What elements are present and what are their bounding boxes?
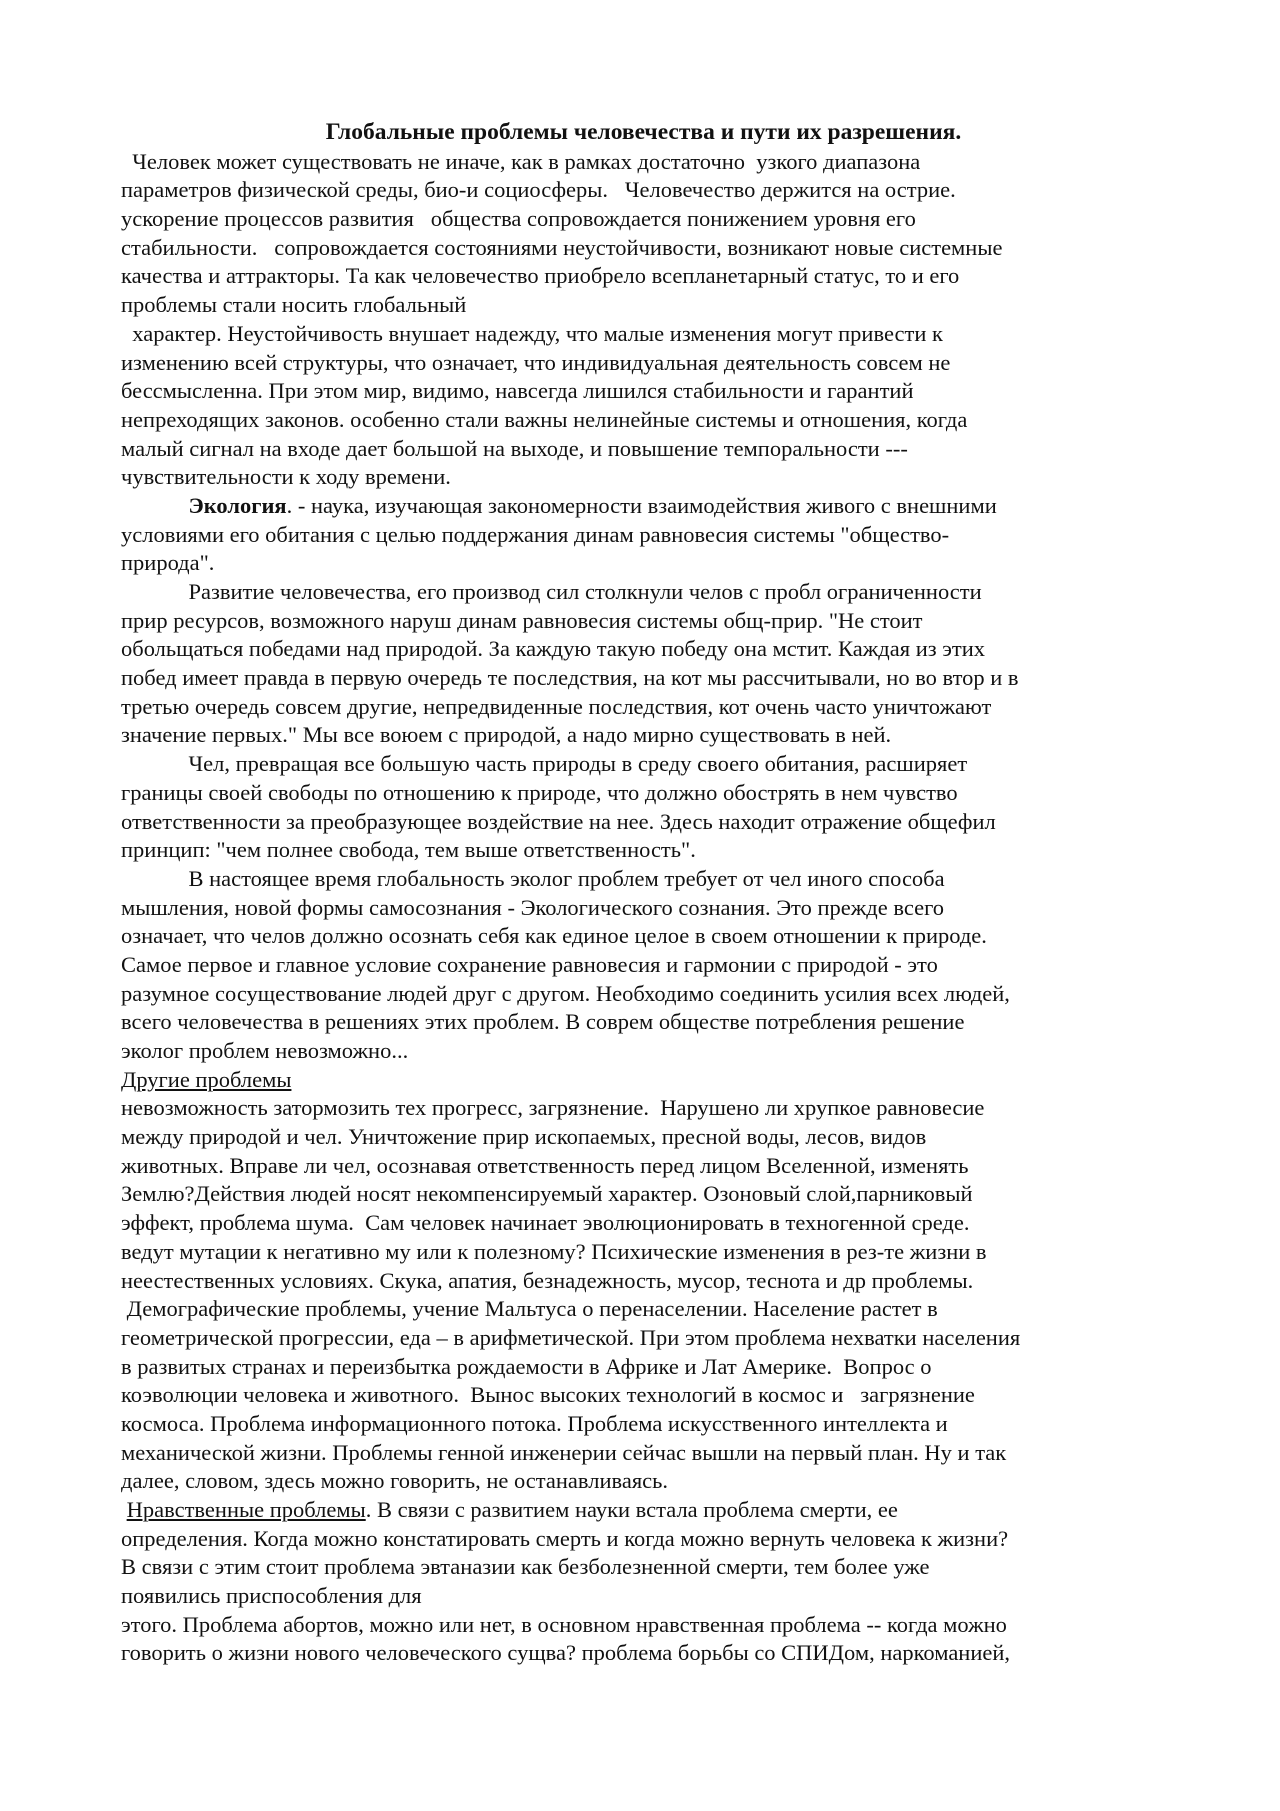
moral-problems-first-line <box>121 1496 1166 1525</box>
text-line: невозможность затормозить тех прогресс, загрязнение. Нарушено ли хрупкое равновесие <box>121 1095 985 1121</box>
text-line: проблемы стали носить глобальный <box>121 292 467 318</box>
text-line: характер. Неустойчивость внушает надежду, что малые изменения могут привести к <box>121 320 943 346</box>
text-line: параметров физической среды, био-и социосферы. Человечество держится на острие. <box>121 177 956 203</box>
ecology-definition: . - наука, изучающая закономерности взаимодействия живого с внешними <box>286 492 997 518</box>
text-line: В связи с этим стоит проблема эвтаназии как безболезненной смерти, тем более уже <box>121 1554 930 1580</box>
text-line: животных. Вправе ли чел, осознавая ответственность перед лицом Вселенной, изменять <box>121 1152 969 1178</box>
text-line: природа". <box>121 550 215 576</box>
text-line: малый сигнал на входе дает большой на выходе, и повышение темпоральности --- <box>121 435 908 461</box>
text-line: геометрической прогрессии, еда – в арифметической. При этом проблема нехватки населения <box>121 1324 1021 1350</box>
text-line: границы своей свободы по отношению к природе, что должно обострять в нем чувство <box>121 779 958 805</box>
other-problems-heading-line <box>121 1066 1166 1095</box>
text-line: означает, что челов должно осознать себя как единое целое в своем отношении к природе. <box>121 923 987 949</box>
intro-paragraph <box>121 148 1166 492</box>
text-line: мышления, новой формы самосознания - Экологического сознания. Это прежде всего <box>121 894 945 920</box>
moral-problems-paragraphs <box>121 1525 1166 1668</box>
text-line: бессмысленна. При этом мир, видимо, навсегда лишился стабильности и гарантий <box>121 378 914 404</box>
text-line: в развитых странах и переизбытка рождаемости в Африке и Лат Америке. Вопрос о <box>121 1353 932 1379</box>
ecology-term: Экология <box>188 492 287 518</box>
text-line: механической жизни. Проблемы генной инженерии сейчас вышли на первый план. Ну и так <box>121 1439 1007 1465</box>
text-line: разумное сосуществование людей друг с другом. Необходимо соединить усилия всех людей, <box>121 980 1010 1006</box>
ecology-paragraphs <box>121 521 1166 1066</box>
text-line: эффект, проблема шума. Сам человек начинает эволюционировать в техногенной среде. <box>121 1210 970 1236</box>
text-line: определения. Когда можно констатировать смерть и когда можно вернуть человека к жизни? <box>121 1525 1009 1551</box>
text-line: условиями его обитания с целью поддержания динам равновесия системы "общество- <box>121 521 950 547</box>
text-line: коэволюции человека и животного. Вынос высоких технологий в космос и загрязнение <box>121 1382 975 1408</box>
moral-problems-heading: Нравственные проблемы <box>126 1497 366 1523</box>
text-line: непреходящих законов. особенно стали важны нелинейные системы и отношения, когда <box>121 406 968 432</box>
document-page <box>121 118 1166 1668</box>
other-problems-paragraphs <box>121 1094 1166 1496</box>
text-line: чувствительности к ходу времени. <box>121 464 451 490</box>
ecology-paragraph-first-line <box>121 492 1166 521</box>
text-line: третью очередь совсем другие, непредвиденные последствия, кот очень часто уничтожают <box>121 693 992 719</box>
text-line: Демографические проблемы, учение Мальтуса о перенаселении. Население растет в <box>121 1296 938 1322</box>
text-line: прир ресурсов, возможного наруш динам равновесия системы общ-прир. "Не стоит <box>121 607 923 633</box>
text-line: говорить о жизни нового человеческого сущва? проблема борьбы со СПИДом, наркоманией, <box>121 1640 1011 1666</box>
text-line: космоса. Проблема информационного потока. Проблема искусственного интеллекта и <box>121 1410 948 1436</box>
text-line: изменению всей структуры, что означает, что индивидуальная деятельность совсем не <box>121 349 951 375</box>
text-line: ведут мутации к негативно му или к полезному? Психические изменения в рез-те жизни в <box>121 1238 987 1264</box>
text-line: неестественных условиях. Скука, апатия, безнадежность, мусор, теснота и др проблемы. <box>121 1267 974 1293</box>
text-line: этого. Проблема абортов, можно или нет, в основном нравственная проблема -- когда можно <box>121 1611 1007 1637</box>
document-title: Глобальные проблемы человечества и пути их разрешения. <box>325 119 962 145</box>
text-line: побед имеет правда в первую очередь те последствия, на кот мы рассчитывали, но во втор и в <box>121 665 1019 691</box>
text-line: далее, словом, здесь можно говорить, не останавливаясь. <box>121 1468 669 1494</box>
text-line: появились приспособления для <box>121 1583 422 1609</box>
text-line: ускорение процессов развития общества сопровождается понижением уровня его <box>121 206 916 232</box>
moral-problems-text: . В связи с развитием науки встала проблема смерти, ее <box>365 1497 898 1523</box>
text-line: Чел, превращая все большую часть природы в среду своего обитания, расширяет <box>121 751 968 777</box>
text-line: Человек может существовать не иначе, как в рамках достаточно узкого диапазона <box>121 148 921 174</box>
text-line: Развитие человечества, его производ сил столкнули челов с пробл ограниченности <box>121 579 982 605</box>
text-line: принцип: "чем полнее свобода, тем выше ответственность". <box>121 837 696 863</box>
text-line: ответственности за преобразующее воздействие на нее. Здесь находит отражение общефил <box>121 808 996 834</box>
text-line: всего человечества в решениях этих проблем. В соврем обществе потребления решение <box>121 1009 965 1035</box>
text-line: между природой и чел. Уничтожение прир ископаемых, пресной воды, лесов, видов <box>121 1124 927 1150</box>
text-line: эколог проблем невозможно... <box>121 1038 409 1064</box>
text-line: качества и аттракторы. Та как человечество приобрело всепланетарный статус, то и его <box>121 263 960 289</box>
other-problems-heading: Другие проблемы <box>121 1066 292 1092</box>
text-line: стабильности. сопровождается состояниями неустойчивости, возникают новые системные <box>121 234 1003 260</box>
text-line: обольщаться победами над природой. За каждую такую победу она мстит. Каждая из этих <box>121 636 986 662</box>
text-line: значение первых." Мы все воюем с природой, а надо мирно существовать в ней. <box>121 722 892 748</box>
text-line: Землю?Действия людей носят некомпенсируемый характер. Озоновый слой,парниковый <box>121 1181 973 1207</box>
text-line: Самое первое и главное условие сохранение равновесия и гармонии с природой - это <box>121 951 938 977</box>
text-line: В настоящее время глобальность эколог проблем требует от чел иного способа <box>121 865 945 891</box>
